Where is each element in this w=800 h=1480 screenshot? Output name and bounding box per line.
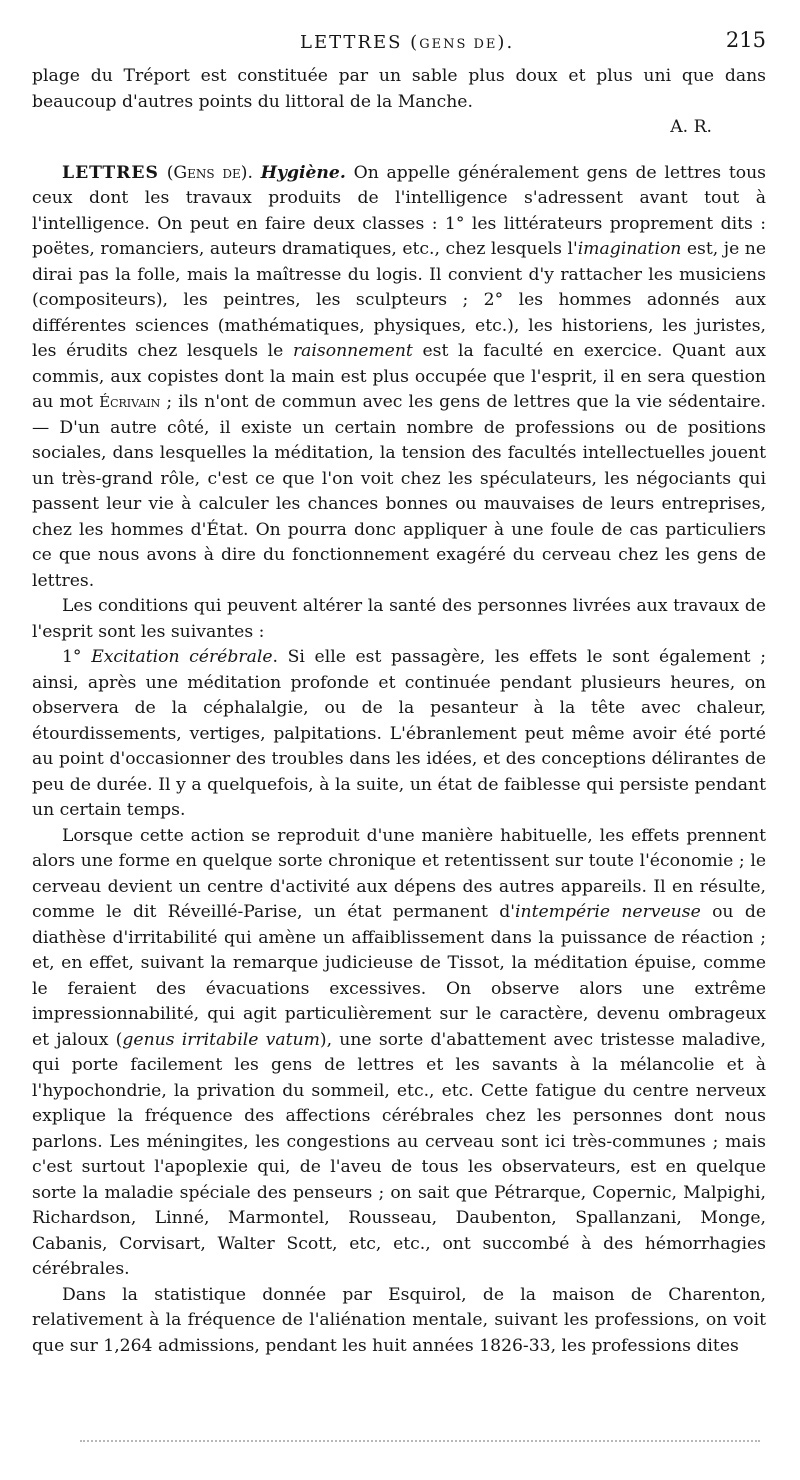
prev-entry-signature: A. R. [670,117,712,137]
p1-emphasis-raisonnement: raisonnement [292,341,413,361]
p1-text-b: est, je ne dirai pas la folle, mais la maîtresse du logis. Il convient d'y rattacher les musiciens (compositeurs), les peintres, les sculpteurs ; 2° les hommes adonnés aux différentes sciences (mathématiques, physiques, etc.), les historiens, les juristes, les érudits chez lesquels le [32,239,767,361]
entry-headword: LETTRES [62,162,159,183]
p1-text-c: est la faculté en exercice. Quant aux commis, aux copistes dont la main est plus occupée que l'esprit, il en sera question au mot [32,341,766,412]
prev-entry-content: plage du Tréport est constituée par un sable plus doux et plus uni que dans beaucoup d'autres points du littoral de la Manche. [32,66,766,112]
p5-text: Dans la statistique donnée par Esquirol, de la maison de Charenton, relativement à la fréquence de l'aliénation mentale, suivant les professions, on voit que sur 1,264 admissions, pendant les huit années 1826-33, les professions dites [32,1284,766,1356]
p4-text-a: Lorsque cette action se reproduit d'une manière habituelle, les effets prennent alors une forme en quelque sorte chronique et retentissent sur toute l'économie ; le cerveau devient un centre d'activité aux dépens des autres appareils. Il en résulte, comme le dit Réveillé-Parise, un état permanent d' [32,825,766,922]
prev-entry-signature-line [32,115,766,141]
entry-paragraph-1 [32,161,766,595]
running-head-end: ). [497,32,515,53]
p2-text: Les conditions qui peuvent altérer la santé des personnes livrées aux travaux de l'esprit sont les suivantes : [32,596,766,642]
entry-paragraph-2 [32,594,766,645]
p3-emphasis-excitation: Excitation cérébrale [91,647,273,667]
p4-text-b: ou de diathèse d'irritabilité qui amène un affaiblissement dans la puissance de réaction ; et, en effet, suivant la remarque judicieuse de Tissot, la méditation épuise, comme le feraient des évacuations excessives. On observe alors une extrême impressionnabilité, qui agit particulièrement sur le caractère, devenu ombrageux et jaloux ( [32,902,766,1050]
entry-headword-sub: (Gens de). [166,162,253,183]
entry-paragraph-3 [32,645,766,824]
prev-entry-text [32,64,766,115]
running-head [300,32,514,53]
entry-paragraph-4 [32,824,766,1283]
p4-text-c: ), une sorte d'abattement avec tristesse maladive, qui porte facilement les gens de lettres et les savants à la mélancolie et à l'hypochondrie, la privation du sommeil, etc., etc. Cette fatigue du centre nerveux explique la fréquence des affections cérébrales chez les personnes dont nous parlons. Les méningites, les congestions au cerveau sont ici très-communes ; mais c'est surtout l'apoplexie qui, de l'aveu de tous les observateurs, est en quelque sorte la maladie spéciale des penseurs ; on sait que Pétrarque, Copernic, Malpighi, Richardson, Linné, Marmontel, Rousseau, Daubenton, Spallanzani, Monge, Cabanis, Corvisart, Walter Scott, etc, etc., ont succombé à des hémorrhagies cérébrales. [32,1029,766,1279]
running-head-main: LETTRES ( [300,32,420,53]
p1-text-d: ; ils n'ont de commun avec les gens de lettres que la vie sédentaire. — D'un autre côté, il existe un certain nombre de professions ou de positions sociales, dans lesquelles la méditation, la tension des facultés intellectuelles jouent un très-grand rôle, c'est ce que l'on voit chez les spéculateurs, les négociants qui passent leur vie à calculer les chances bonnes ou mauvaises de leurs entreprises, chez les hommes d'État. On pourra donc appliquer à une foule de cas particuliers ce que nous avons à dire du fonctionnement exagéré du cerveau chez les gens de lettres. [32,392,766,591]
footer-dotted-rule [80,1440,760,1444]
body-text [32,64,766,1359]
p4-emphasis-intemperie: intempérie nerveuse [515,902,701,922]
p1-emphasis-imagination: imagination [577,239,682,259]
p3-text: . Si elle est passagère, les effets le sont également ; ainsi, après une méditation profonde et continuée pendant plusieurs heures, on observera de la céphalalgie, ou de la pesanteur à la tête avec chaleur, étourdissements, vertiges, palpitations. L'ébranlement peut même avoir été porté au point d'occasionner des troubles dans les idées, et des conceptions délirantes de peu de durée. Il y a quelquefois, à la suite, un état de faiblesse qui persiste pendant un certain temps. [32,647,766,820]
running-head-small: GENS DE [419,37,498,52]
entry-paragraph-5 [32,1283,766,1360]
p4-emphasis-genus: genus irritabile vatum [122,1029,320,1050]
page-header [0,28,800,60]
p3-number: 1° [62,647,92,667]
p1-text-a: On appelle généralement gens de lettres tous ceux dont les travaux produits de l'intelligence s'adressent avant tout à l'intelligence. On peut en faire deux classes : 1° les littérateurs proprement dits : poëtes, romanciers, auteurs dramatiques, etc., chez lesquels l' [32,162,766,259]
p1-crossref-ecrivain: Écrivain [99,393,161,411]
page-number: 215 [725,28,766,52]
entry-topic: Hygiène. [260,162,346,183]
